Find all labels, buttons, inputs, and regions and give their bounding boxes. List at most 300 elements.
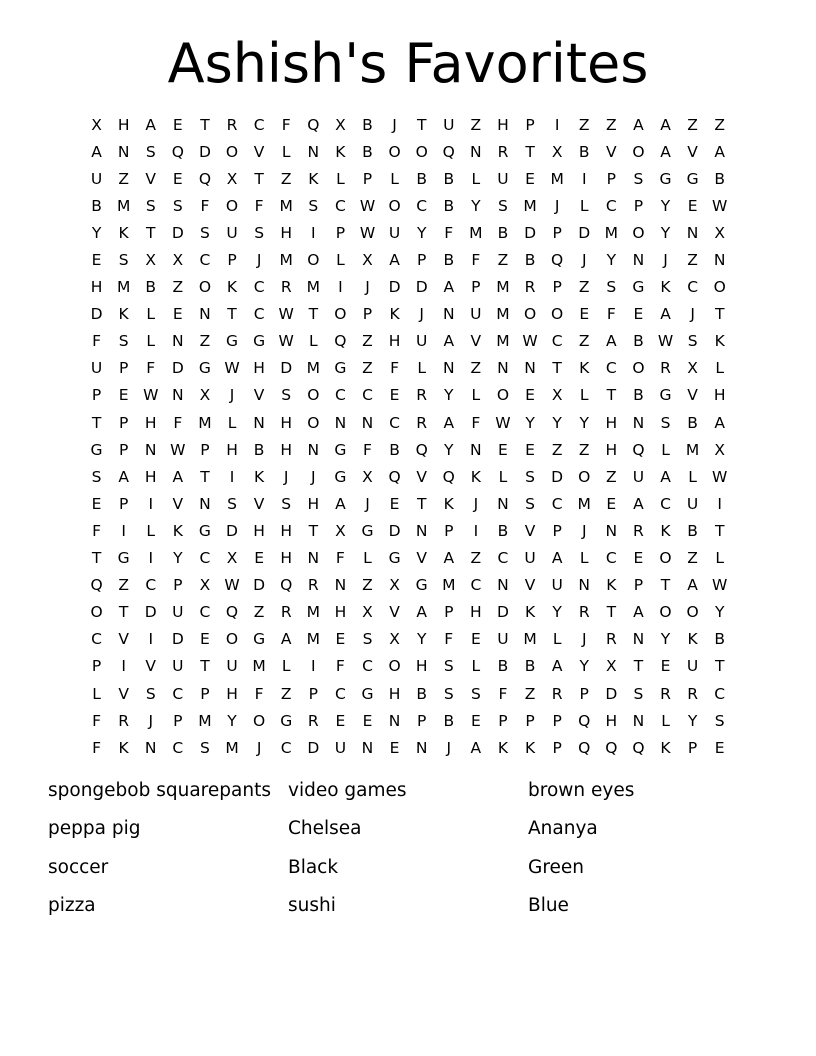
grid-letter: O: [523, 305, 537, 324]
grid-letter: C: [280, 738, 292, 757]
grid-letter: O: [659, 603, 672, 622]
grid-letter: M: [306, 278, 320, 297]
grid-letter: D: [388, 521, 401, 540]
grid-letter: P: [118, 413, 129, 432]
grid-letter: D: [198, 142, 211, 161]
grid-letter: E: [714, 738, 725, 757]
grid-letter: O: [225, 630, 239, 649]
grid-letter: Y: [606, 251, 617, 270]
grid-letter: Q: [225, 603, 239, 622]
grid-letter: O: [307, 413, 320, 432]
grid-letter: K: [524, 603, 536, 622]
grid-letter: C: [605, 549, 617, 568]
grid-letter: K: [254, 467, 265, 486]
grid-letter: U: [524, 549, 536, 568]
grid-letter: L: [688, 467, 697, 486]
grid-letter: P: [579, 684, 589, 703]
grid-letter: R: [280, 603, 292, 622]
grid-letter: T: [91, 413, 102, 432]
grid-letter: D: [144, 603, 157, 622]
grid-letter: U: [90, 359, 103, 378]
grid-letter: T: [200, 657, 210, 676]
grid-letter: K: [714, 332, 725, 351]
grid-letter: O: [551, 305, 564, 324]
grid-letter: J: [446, 738, 452, 757]
grid-letter: L: [471, 657, 481, 676]
grid-letter: S: [470, 684, 481, 703]
grid-letter: U: [226, 657, 238, 676]
grid-letter: S: [200, 738, 210, 757]
word-list-item: Chelsea: [288, 818, 362, 840]
grid-letter: N: [497, 359, 509, 378]
grid-letter: Y: [173, 549, 183, 568]
grid-letter: B: [362, 115, 373, 134]
grid-letter: X: [335, 115, 346, 134]
grid-letter: L: [471, 169, 481, 188]
grid-letter: R: [416, 413, 428, 432]
word-search-grid: [83, 111, 743, 761]
grid-letter: G: [280, 711, 293, 730]
grid-letter: P: [552, 711, 562, 730]
grid-letter: U: [686, 657, 699, 676]
grid-letter: K: [524, 738, 536, 757]
grid-letter: H: [605, 440, 618, 459]
grid-letter: X: [226, 169, 238, 188]
grid-letter: V: [524, 576, 536, 595]
grid-letter: T: [146, 223, 156, 242]
grid-letter: V: [253, 494, 265, 513]
grid-letter: U: [172, 603, 184, 622]
grid-letter: L: [552, 630, 562, 649]
grid-letter: F: [390, 359, 400, 378]
grid-letter: B: [416, 684, 427, 703]
grid-letter: O: [659, 549, 672, 568]
grid-letter: P: [118, 359, 129, 378]
grid-letter: L: [281, 657, 291, 676]
word-list-item: sushi: [288, 894, 336, 916]
grid-letter: P: [416, 711, 427, 730]
grid-letter: B: [497, 521, 509, 540]
grid-letter: M: [496, 278, 510, 297]
grid-letter: K: [389, 305, 400, 324]
grid-letter: N: [713, 251, 726, 270]
grid-letter: W: [712, 467, 728, 486]
grid-letter: Y: [714, 603, 725, 622]
grid-letter: T: [200, 115, 210, 134]
grid-letter: P: [525, 711, 535, 730]
grid-letter: W: [278, 305, 294, 324]
grid-letter: Y: [660, 196, 671, 215]
grid-letter: Y: [416, 223, 427, 242]
grid-letter: P: [525, 115, 535, 134]
grid-letter: T: [416, 494, 427, 513]
grid-letter: E: [606, 494, 617, 513]
grid-letter: W: [224, 576, 240, 595]
grid-letter: V: [118, 684, 129, 703]
grid-letter: Z: [470, 115, 482, 134]
grid-letter: X: [551, 142, 563, 161]
grid-letter: K: [118, 305, 129, 324]
grid-letter: S: [145, 684, 156, 703]
grid-letter: H: [253, 359, 265, 378]
grid-letter: V: [606, 142, 617, 161]
grid-letter: Q: [551, 251, 564, 270]
grid-letter: Z: [172, 278, 184, 297]
grid-letter: I: [554, 115, 560, 134]
grid-letter: C: [605, 359, 617, 378]
word-list-item: pizza: [48, 894, 96, 916]
grid-letter: C: [660, 494, 671, 513]
grid-letter: I: [148, 549, 154, 568]
grid-letter: T: [606, 386, 617, 405]
word-list-item: video games: [288, 780, 407, 801]
grid-letter: S: [525, 467, 535, 486]
grid-letter: T: [714, 521, 725, 540]
grid-letter: N: [307, 440, 320, 459]
grid-letter: Q: [632, 738, 645, 757]
grid-letter: Z: [253, 603, 265, 622]
grid-letter: N: [578, 576, 591, 595]
grid-letter: R: [660, 684, 671, 703]
grid-letter: L: [579, 549, 589, 568]
grid-letter: Z: [470, 359, 482, 378]
grid-letter: P: [471, 278, 481, 297]
grid-letter: R: [660, 359, 671, 378]
grid-letter: P: [91, 657, 102, 676]
grid-letter: C: [497, 549, 509, 568]
grid-letter: C: [253, 278, 265, 297]
grid-letter: X: [389, 576, 400, 595]
grid-letter: C: [253, 115, 265, 134]
grid-letter: Z: [280, 684, 292, 703]
grid-letter: V: [524, 521, 536, 540]
grid-letter: Q: [578, 738, 591, 757]
grid-letter: C: [334, 386, 346, 405]
grid-letter: B: [497, 657, 509, 676]
grid-letter: Q: [307, 115, 320, 134]
grid-letter: Z: [280, 169, 292, 188]
grid-letter: H: [226, 440, 238, 459]
grid-letter: Q: [171, 142, 184, 161]
grid-letter: E: [172, 169, 183, 188]
grid-letter: A: [714, 142, 725, 161]
grid-letter: I: [311, 223, 316, 242]
grid-letter: N: [497, 494, 509, 513]
grid-letter: A: [551, 549, 563, 568]
grid-letter: K: [172, 521, 183, 540]
grid-letter: Z: [497, 251, 509, 270]
grid-letter: F: [363, 440, 372, 459]
grid-letter: B: [714, 169, 726, 188]
grid-letter: A: [660, 467, 671, 486]
grid-letter: G: [361, 521, 374, 540]
grid-letter: D: [496, 603, 509, 622]
grid-letter: C: [714, 684, 726, 703]
grid-letter: A: [606, 332, 617, 351]
grid-letter: O: [307, 386, 320, 405]
grid-letter: O: [334, 305, 347, 324]
grid-letter: W: [278, 332, 294, 351]
grid-letter: E: [362, 711, 373, 730]
grid-letter: K: [443, 494, 454, 513]
grid-letter: Z: [118, 576, 129, 595]
grid-letter: T: [660, 576, 671, 595]
grid-letter: Y: [552, 603, 562, 622]
grid-letter: J: [419, 305, 424, 324]
grid-letter: I: [338, 278, 343, 297]
grid-letter: K: [118, 223, 129, 242]
grid-letter: B: [714, 630, 726, 649]
grid-letter: E: [91, 251, 102, 270]
grid-letter: O: [686, 603, 699, 622]
grid-letter: S: [606, 278, 617, 297]
grid-letter: F: [254, 196, 264, 215]
grid-letter: G: [632, 278, 645, 297]
grid-letter: Y: [660, 223, 671, 242]
grid-letter: S: [172, 196, 183, 215]
grid-letter: F: [281, 115, 291, 134]
grid-letter: X: [91, 115, 102, 134]
grid-letter: K: [308, 169, 319, 188]
grid-letter: C: [145, 576, 157, 595]
grid-letter: P: [335, 223, 346, 242]
grid-letter: Z: [118, 169, 129, 188]
grid-letter: V: [687, 386, 698, 405]
grid-letter: U: [90, 169, 103, 188]
grid-letter: T: [714, 305, 725, 324]
grid-letter: D: [415, 278, 428, 297]
grid-letter: D: [171, 630, 184, 649]
grid-letter: P: [552, 278, 562, 297]
grid-letter: U: [470, 305, 482, 324]
grid-letter: I: [121, 521, 126, 540]
word-list-item: Green: [528, 856, 585, 878]
grid-letter: B: [524, 251, 536, 270]
grid-letter: B: [687, 521, 698, 540]
grid-letter: E: [470, 630, 481, 649]
grid-letter: A: [660, 305, 671, 324]
grid-letter: M: [496, 305, 510, 324]
grid-letter: J: [473, 494, 479, 513]
grid-letter: E: [335, 711, 346, 730]
grid-letter: P: [118, 440, 129, 459]
grid-letter: M: [442, 576, 456, 595]
grid-letter: N: [361, 413, 374, 432]
grid-letter: X: [362, 467, 373, 486]
grid-letter: S: [145, 142, 156, 161]
grid-letter: E: [579, 305, 590, 324]
grid-letter: Y: [525, 413, 535, 432]
grid-letter: F: [254, 684, 264, 703]
grid-letter: U: [632, 467, 645, 486]
grid-letter: O: [388, 657, 401, 676]
grid-letter: N: [470, 142, 482, 161]
grid-letter: L: [715, 549, 725, 568]
word-list-item: peppa pig: [48, 818, 141, 840]
grid-letter: X: [335, 521, 346, 540]
grid-letter: D: [307, 738, 320, 757]
grid-letter: R: [226, 115, 238, 134]
grid-letter: T: [633, 657, 644, 676]
word-list-item: Blue: [528, 894, 569, 916]
grid-letter: L: [92, 684, 101, 703]
grid-letter: J: [663, 251, 668, 270]
grid-letter: Q: [280, 576, 293, 595]
grid-letter: J: [283, 467, 289, 486]
grid-letter: N: [172, 332, 184, 351]
word-list-item: soccer: [48, 856, 109, 878]
grid-letter: L: [146, 305, 156, 324]
grid-letter: O: [388, 142, 401, 161]
grid-letter: A: [280, 630, 292, 649]
grid-letter: V: [253, 386, 265, 405]
grid-letter: J: [365, 494, 370, 513]
grid-letter: N: [632, 413, 645, 432]
grid-letter: O: [225, 142, 239, 161]
grid-letter: Q: [90, 576, 103, 595]
grid-letter: K: [606, 576, 617, 595]
grid-letter: G: [253, 630, 266, 649]
grid-letter: M: [116, 196, 131, 215]
grid-letter: P: [173, 576, 183, 595]
grid-letter: F: [146, 359, 156, 378]
grid-letter: I: [148, 494, 154, 513]
grid-letter: C: [172, 738, 184, 757]
grid-letter: Q: [578, 711, 591, 730]
grid-letter: H: [388, 684, 401, 703]
grid-letter: P: [444, 521, 454, 540]
grid-letter: O: [198, 278, 212, 297]
grid-letter: O: [388, 196, 401, 215]
grid-letter: L: [715, 359, 725, 378]
grid-letter: Q: [415, 440, 428, 459]
grid-letter: H: [280, 413, 293, 432]
grid-letter: D: [551, 467, 564, 486]
grid-letter: S: [118, 332, 129, 351]
grid-letter: B: [253, 440, 265, 459]
grid-letter: M: [496, 332, 510, 351]
grid-letter: E: [498, 440, 508, 459]
grid-letter: C: [470, 576, 482, 595]
grid-letter: H: [117, 115, 130, 134]
grid-letter: L: [579, 386, 589, 405]
grid-letter: B: [416, 169, 427, 188]
grid-letter: F: [173, 413, 183, 432]
grid-letter: G: [415, 576, 428, 595]
grid-letter: X: [199, 386, 211, 405]
grid-letter: Z: [687, 549, 698, 568]
grid-letter: P: [308, 684, 318, 703]
grid-letter: B: [362, 142, 373, 161]
grid-letter: L: [281, 142, 291, 161]
grid-letter: S: [254, 223, 265, 242]
grid-letter: D: [171, 223, 184, 242]
grid-letter: S: [281, 386, 292, 405]
grid-letter: V: [687, 142, 698, 161]
word-list-item: brown eyes: [528, 780, 635, 801]
grid-letter: H: [253, 521, 265, 540]
grid-letter: K: [470, 467, 481, 486]
grid-letter: C: [362, 657, 373, 676]
grid-letter: R: [687, 684, 698, 703]
grid-letter: B: [91, 196, 102, 215]
grid-letter: U: [226, 223, 238, 242]
grid-letter: J: [311, 467, 316, 486]
grid-letter: R: [118, 711, 130, 730]
grid-letter: H: [388, 332, 401, 351]
grid-letter: M: [523, 630, 537, 649]
grid-letter: F: [606, 305, 616, 324]
grid-letter: L: [661, 440, 670, 459]
grid-letter: A: [714, 413, 725, 432]
grid-letter: M: [306, 630, 320, 649]
grid-letter: C: [551, 332, 563, 351]
grid-letter: H: [307, 494, 320, 513]
grid-letter: X: [606, 657, 617, 676]
grid-letter: X: [389, 630, 400, 649]
page-title: Ashish's Favorites: [167, 32, 649, 95]
grid-letter: S: [714, 711, 725, 730]
grid-letter: X: [714, 223, 726, 242]
grid-letter: R: [633, 521, 644, 540]
grid-letter: H: [415, 657, 428, 676]
grid-letter: H: [144, 467, 157, 486]
grid-letter: D: [253, 576, 266, 595]
grid-letter: N: [388, 711, 401, 730]
grid-letter: V: [118, 630, 129, 649]
grid-letter: F: [471, 413, 481, 432]
grid-letter: B: [524, 657, 536, 676]
grid-letter: T: [416, 115, 427, 134]
grid-letter: X: [199, 576, 211, 595]
grid-letter: P: [498, 711, 508, 730]
grid-letter: N: [415, 521, 428, 540]
grid-letter: A: [389, 251, 400, 270]
grid-letter: L: [579, 196, 589, 215]
grid-letter: A: [633, 494, 644, 513]
grid-letter: Z: [524, 684, 536, 703]
grid-letter: L: [146, 332, 156, 351]
grid-letter: G: [198, 521, 211, 540]
grid-letter: N: [497, 576, 509, 595]
grid-letter: D: [90, 305, 103, 324]
grid-letter: U: [388, 223, 401, 242]
grid-letter: G: [117, 549, 130, 568]
grid-letter: P: [200, 684, 210, 703]
grid-letter: G: [253, 332, 266, 351]
grid-letter: Y: [227, 711, 237, 730]
grid-letter: N: [144, 440, 157, 459]
grid-letter: E: [200, 630, 210, 649]
grid-letter: N: [199, 494, 211, 513]
grid-letter: C: [199, 603, 211, 622]
grid-letter: F: [200, 196, 210, 215]
grid-letter: M: [469, 223, 483, 242]
grid-letter: W: [359, 196, 376, 215]
grid-letter: L: [661, 711, 670, 730]
grid-letter: E: [525, 440, 535, 459]
grid-letter: G: [361, 684, 374, 703]
grid-letter: U: [334, 738, 347, 757]
grid-letter: P: [552, 738, 562, 757]
grid-letter: L: [308, 332, 318, 351]
grid-letter: E: [633, 549, 644, 568]
grid-letter: Z: [606, 467, 617, 486]
grid-letter: W: [170, 440, 186, 459]
grid-letter: U: [415, 332, 428, 351]
grid-letter: P: [687, 738, 698, 757]
grid-letter: N: [253, 413, 265, 432]
